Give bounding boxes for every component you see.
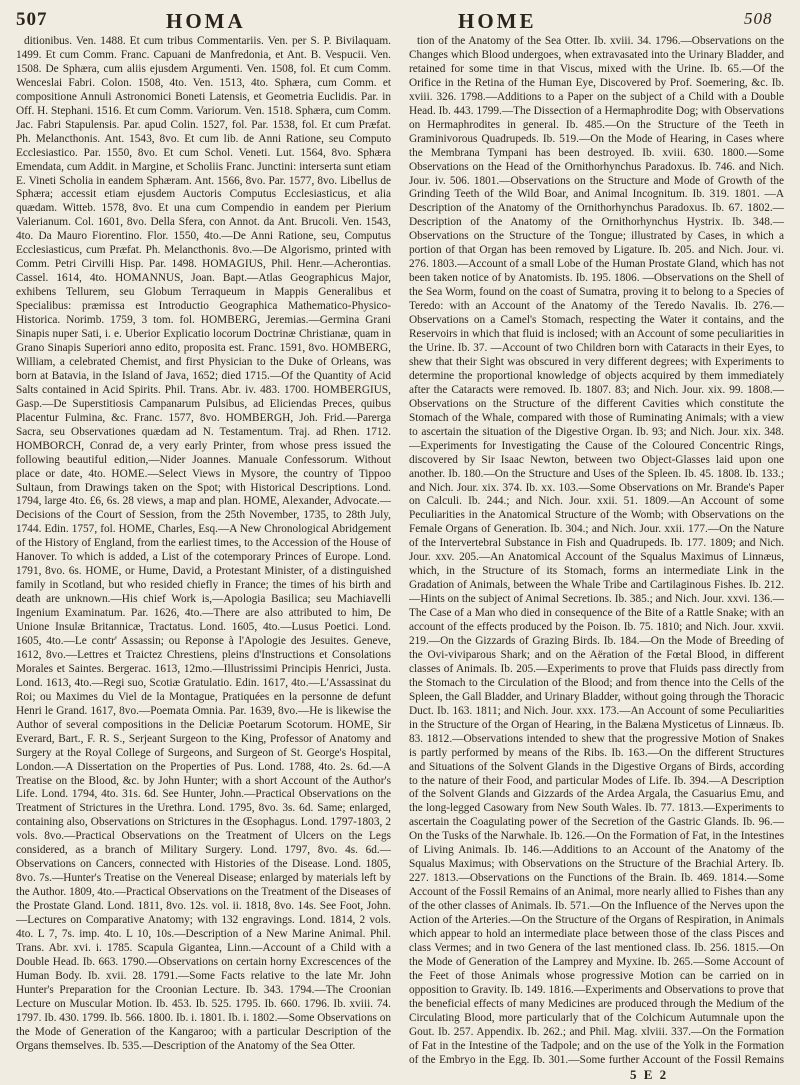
page-number-left: 507 (16, 9, 48, 30)
running-head-right: HOME (458, 9, 537, 33)
page-number-right: 508 (744, 9, 773, 28)
text-column-left: ditionibus. Ven. 1488. Et cum tribus Commentariis. Ven. per S. P. Bivilaquam. 1499. Et cum Comm. Franc. Capuani de Manfredonia, et Ant. B. Vespucii. Ven. 1508. De Sphæra, cum aliis ejusdem Argumenti. Ven. 1508, fol. Et cum Comm. Wenceslai Fabri. Colon. 1508, 4to. Ven. 1513, 4to. Sphæra, cum Comm. et compositione Annuli Astronomici Boneti Latensis, et Geometria Euclidis. Par. in Off. H. Stephani. 1516. Et cum Comm. Variorum. Ven. 1518. Sphæra, cum Comm. Jac. Fabri Stapulensis. Par. apud Colin. 1527, fol. Par. 1538, fol. Et cum Præfat. Ph. Melancthonis. Ant. 1543, 8vo. Et cum lib. de Anni Ratione, seu Computo Ecclesiastico. Par. 1550, 8vo. Et cum Schol. Veneti. Lut. 1564, 8vo. Sphæra Emendata, cum Addit. in Margine, et Scholiis Franc. Junctini: interserta sunt etiam E. Vineti Scholia in eandem Sphæram. Ant. 1566, 8vo. Par. 1577, 8vo. Libellus de Sphæra; accessit etiam ejusdem Auctoris Computus Ecclesiasticus, et alia quædam. Witteb. 1578, 8vo. Et una cum Compendio in eandem per Pierium Valerianum. Col. 1601, 8vo. Della Sfera, con Annot. da Ant. Brucoli. Ven. 1543, 4to. Da Mauro Fiorentino. Flor. 1550, 4to.—De Anni Ratione, seu, Computus Ecclesiasticus, cum Præfat. Ph. Melancthonis. 8vo.—De Algorismo, printed with Comm. Petri Cirvilli Hisp. Par. 1498. HOMAGIUS, Phil. Henr.—Acherontias. Cassel. 1614, 4to. HOMANNUS, Joan. Bapt.—Atlas Geographicus Major, exhibens Tellurem, seu Globum Terraqueum in Mappis Generalibus et Specialibus: præmissa est Introductio Geographica Mathematico-Physico-Historica. Norimb. 1759, 3 tom. fol. HOMBERG, Jeremias.—Germina Grani Sinapis nuper Sati, i. e. Uberior Explicatio locorum Doctrinæ Christianæ, quam in Grano Sinapis Superiori anno edito, proposita est. Franc. 1591, 8vo. HOMBERG, William, a celebrated Chemist, and first Physician to the Duke of Orleans, was born at Batavia, in the Island of Java, 1652; died 1715.—Of the Quantity of Acid Salts contained in Acid Spirits. Phil. Trans. Abr. iv. 483. 1700. HOMBERGIUS, Gasp.—De Superstitiosis Campanarum Pulsibus, ad Eliciendas Preces, quibus Placentur Fulmina, &c. Franc. 1577, 8vo. HOMBERGH, Joh. Frid.—Parerga Sacra, seu Observationes quædam ad N. Testamentum. Traj. ad Rhen. 1712. HOMBORCH, Conrad de, a very early Printer, from whose press issued the following beautiful edition,—Nider Joannes. Manuale Confessorum. Without place or date, 4to. HOME.—Select Views in Mysore, the country of Tippoo Sultaun, from Drawings taken on the Spot; with Historical Descriptions. Lond. 1794, large 4to. £6, 6s. 28 views, a map and plan. HOME, Alexander, Advocate.—Decisions of the Court of Session, from the 25th November, 1735, to 28th July, 1744. Edin. 1757, fol. HOME, Charles, Esq.—A New Chronological Abridgement of the History of England, from the earliest times, to the Accession of the House of Hanover. To which is added, a List of the cotemporary Princes of Europe. Lond. 1791, 8vo. 6s. HOME, or Hume, David, a Protestant Minister, of a distinguished family in Scotland, but who resided chiefly in France; the times of his birth and death are unknown.—His chief Work is,—Apologia Basilica; seu Machiavelli Ingenium Examinatum. Par. 1626, 4to.—There are also attributed to him, De Unione Insulæ Britannicæ, Tractatus. Lond. 1605, 4to.—Lusus Poetici. Lond. 1605, 4to.—Le contr' Assassin; ou Reponse à l'Apologie des Jesuites. Geneve, 1612, 8vo.—Lettres et Traictez Chrestiens, pleins d'Instructions et Consolations Morales et Saintes. Bergerac. 1613, 12mo.—Illustrissimi Principis Henrici, Justa. Lond. 1613, 4to.—Regi suo, Scotiæ Gratulatio. Edin. 1617, 4to.—L'Assassinat du Roi; ou Maximes du Viel de la Montague, Pratiquées en la personne de defunt Henri le Grand. 1617, 8vo.—Poemata Omnia. Par. 1639, 8vo.—He is likewise the Author of several compositions in the Deliciæ Poetarum Scotorum. HOME, Sir Everard, Bart., F. R. S., Serjeant Surgeon to the King, Professor of Anatomy and Surgery at the Royal College of Surgeons, and Surgeon of St. George's Hospital, London.—A Dissertation on the Properties of Pus. Lond. 1788, 4to. 2s. 6d.—A Treatise on the Blood, &c. by John Hunter; with a short Account of the Author's Life. Lond. 1794, 4to. 31s. 6d. See Hunter, John.—Practical Observations on the Treatment of Strictures in the Urethra. Lond. 1795, 8vo. 3s. 6d. Same; enlarged, containing also, Observations on Strictures in the Œsophagus. Lond. 1797-1803, 2 vols. 8vo.—Practical Observations on the Treatment of Ulcers on the Legs considered, as a branch of Military Surgery. Lond. 1797, 8vo. 4s. 6d.—Observations on Cancers, connected with Histories of the Disease. Lond. 1805, 8vo. 7s.—Hunter's Treatise on the Venereal Disease; enlarged by materials left by the Author. 1809, 4to.—Practical Observations on the Treatment of the Diseases of the Prostate Gland. Lond. 1811, 8vo. 12s. vol. ii. 1818, 8vo. 14s. See Foot, John.—Lectures on Comparative Anatomy; with 132 engravings. Lond. 1814, 2 vols. 4to. L 7, 7s. imp. 4to. L 10, 10s.—Description of a New Marine Animal. Phil. Trans. Abr. xvi. i. 1785. Scapula Gigantea, Linn.—Account of a Child with a Double Head. Ib. 663. 1790.—Observations on certain horny Excrescences of the Human Body. Ib. xvii. 28. 1791.—Some Facts relative to the late Mr. John Hunter's Preparation for the Croonian Lecture. Ib. 343. 1794.—The Croonian Lecture on Muscular Motion. Ib. 453. Ib. 525. 1795. Ib. 660. 1796. Ib. xviii. 74. 1797. Ib. 430. 1799. Ib. 566. 1800. Ib. i. 1801. Ib. i. 1802.—Some Observations on the Mode of Generation of the Kangaroo; with a particular Description of the Organs themselves. Ib. 535.—Description of the Anatomy of the Sea Otter. (16, 35, 391, 1052)
signature-mark: 5 E 2 (630, 1067, 669, 1082)
text-column-right: tion of the Anatomy of the Sea Otter. Ib. xviii. 34. 1796.—Observations on the Changes which Blood undergoes, when extravasated into the Urinary Bladder, and retained for some time in that Viscus, mixed with the Urine. Ib. 65.—Of the Orifice in the Retina of the Human Eye, Discovered by Prof. Soemering, &c. Ib. xviii. 326. 1798.—Additions to a Paper on the subject of a Child with a Double Head. Ib. 443. 1799.—The Dissection of a Hermaphrodite Dog; with Observations on Hermaphrodites in general. Ib. 485.—On the Structure of the Teeth in Graminivorous Quadrupeds. Ib. 519.—On the Mode of Hearing, in Cases where the Membrana Tympani has been destroyed. Ib. xviii. 630. 1800.—Some Observations on the Head of the Ornithorhynchus Paradoxus. Ib. 746. and Nich. Jour. iv. 506. 1801.—Observations on the Structure and Mode of Growth of the Grinding Teeth of the Wild Boar, and Animal Incognitum. Ib. 319. 1801. —A Description of the Anatomy of the Ornithorhynchus Paradoxus. Ib. 67. 1802.—Description of the Anatomy of the Ornithorhynchus Hystrix. Ib. 348.—Observations on the Structure of the Tongue; illustrated by Cases, in which a portion of that Organ has been removed by Ligature. Ib. 205. and Nich. Jour. vi. 276. 1803.—Account of a small Lobe of the Human Prostate Gland, which has not been taken notice of by Anatomists. Ib. 195. 1806. —Observations on the Shell of the Sea Worm, found on the coast of Sumatra, proving it to belong to a Species of Teredo: with an Account of the Anatomy of the Teredo Navalis. Ib. 276.—Observations on a Camel's Stomach, respecting the Water it contains, and the Reservoirs in which that fluid is inclosed; with an Account of some peculiarities in the Urine. Ib. 37. —Account of two Children born with Cataracts in their Eyes, to shew that their Sight was obscured in very different degrees; with Experiments to determine the proportional knowledge of objects acquired by them immediately after the Cataracts were removed. Ib. 1807. 83; and Nich. Jour. xix. 99. 1808.—Observations on the Structure of the different Cavities which constitute the Stomach of the Whale, compared with those of Ruminating Animals; with a view to ascertain the situation of the Digestive Organ. Ib. 93; and Nich. Jour. xix. 348.—Experiments for Investigating the Cause of the Coloured Concentric Rings, discovered by Sir Isaac Newton, between two Object-Glasses laid upon one another. Ib. 180.—On the Structure and Uses of the Spleen. Ib. 45. 1808. Ib. 133.; and Nich. Jour. xix. 374. Ib. xx. 103.—Some Observations on Mr. Brande's Paper on Calculi. Ib. 244.; and Nich. Jour. xxii. 51. 1809.—An Account of some Peculiarities in the Anatomical Structure of the Womb; with Observations on the Female Organs of Generation. Ib. 304.; and Nich. Jour. xxii. 177.—On the Nature of the Intervertebral Substance in Fish and Quadrupeds. Ib. 177. 1809; and Nich. Jour. xxv. 205.—An Anatomical Account of the Squalus Maximus of Linnæus, which, in the Structure of its Stomach, forms an intermediate Link in the Gradation of Animals, between the Whale Tribe and Cartilaginous Fishes. Ib. 212.—Hints on the subject of Animal Secretions. Ib. 385.; and Nich. Jour. xxvi. 136.—The Case of a Man who died in consequence of the Bite of a Rattle Snake; with an account of the effects produced by the Poison. Ib. 75. 1810; and Nich. Jour. xxvii. 219.—On the Gizzards of Grazing Birds. Ib. 184.—On the Mode of Breeding of the Ovi-viviparous Shark; and on the Aëration of the Fœtal Blood, in different classes of Animals. Ib. 205.—Experiments to prove that Fluids pass directly from the Stomach to the Circulation of the Blood; and from thence into the Cells of the Spleen, the Gall Bladder, and Urinary Bladder, without going through the Thoracic Duct. Ib. 163. 1811; and Nich. Jour. xxx. 173.—An Account of some Peculiarities in the Structure of the Organ of Hearing, in the Balæna Mysticetus of Linnæus. Ib. 83. 1812.—Observations intended to shew that the progressive Motion of Snakes is partly performed by means of the Ribs. Ib. 163.—On the different Structures and Situations of the Solvent Glands in the Digestive Organs of Birds, according to the nature of their Food, and particular Modes of Life. Ib. 394.—A Description of the Solvent Glands and Gizzards of the Ardea Argala, the Casuarius Emu, and the long-legged Casowary from New South Wales. Ib. 77. 1813.—Experiments to ascertain the Coagulating power of the Secretion of the Gastric Glands. Ib. 96.—On the Tusks of the Narwhale. Ib. 126.—On the Formation of Fat, in the Intestines of Living Animals. Ib. 146.—Additions to an Account of the Anatomy of the Squalus Maximus; with Observations on the Structure of the Brachial Artery. Ib. 227. 1813.—Observations on the Functions of the Brain. Ib. 469. 1814.—Some Account of the Fossil Remains of an Animal, more nearly allied to Fishes than any of the other classes of Animals. Ib. 571.—On the Influence of the Nerves upon the Action of the Arteries.—On the Structure of the Organs of Respiration, in Animals which appear to hold an intermediate place between those of the class Pisces and class Vermes; and in two Genera of the last mentioned class. Ib. 256. 1815.—On the Mode of Generation of the Lamprey and Myxine. Ib. 265.—Some Account of the Feet of those Animals whose progressive Motion can be carried on in opposition to Gravity. Ib. 149. 1816.—Experiments and Observations to prove that the beneficial effects of many Medicines are produced through the Medium of the Circulating Blood, more particularly that of the Colchicum Autumnale upon the Gout. Ib. 257. Appendix. Ib. 262.; and Phil. Mag. xlviii. 337.—On the Formation of Fat in the Intestine of the Tadpole; and on the use of the Yolk in the Formation of the Embryo in the Egg. Ib. 301.—Some further Account of the Fossil Remains (409, 35, 784, 1065)
running-head-left: HOMA (166, 9, 246, 33)
